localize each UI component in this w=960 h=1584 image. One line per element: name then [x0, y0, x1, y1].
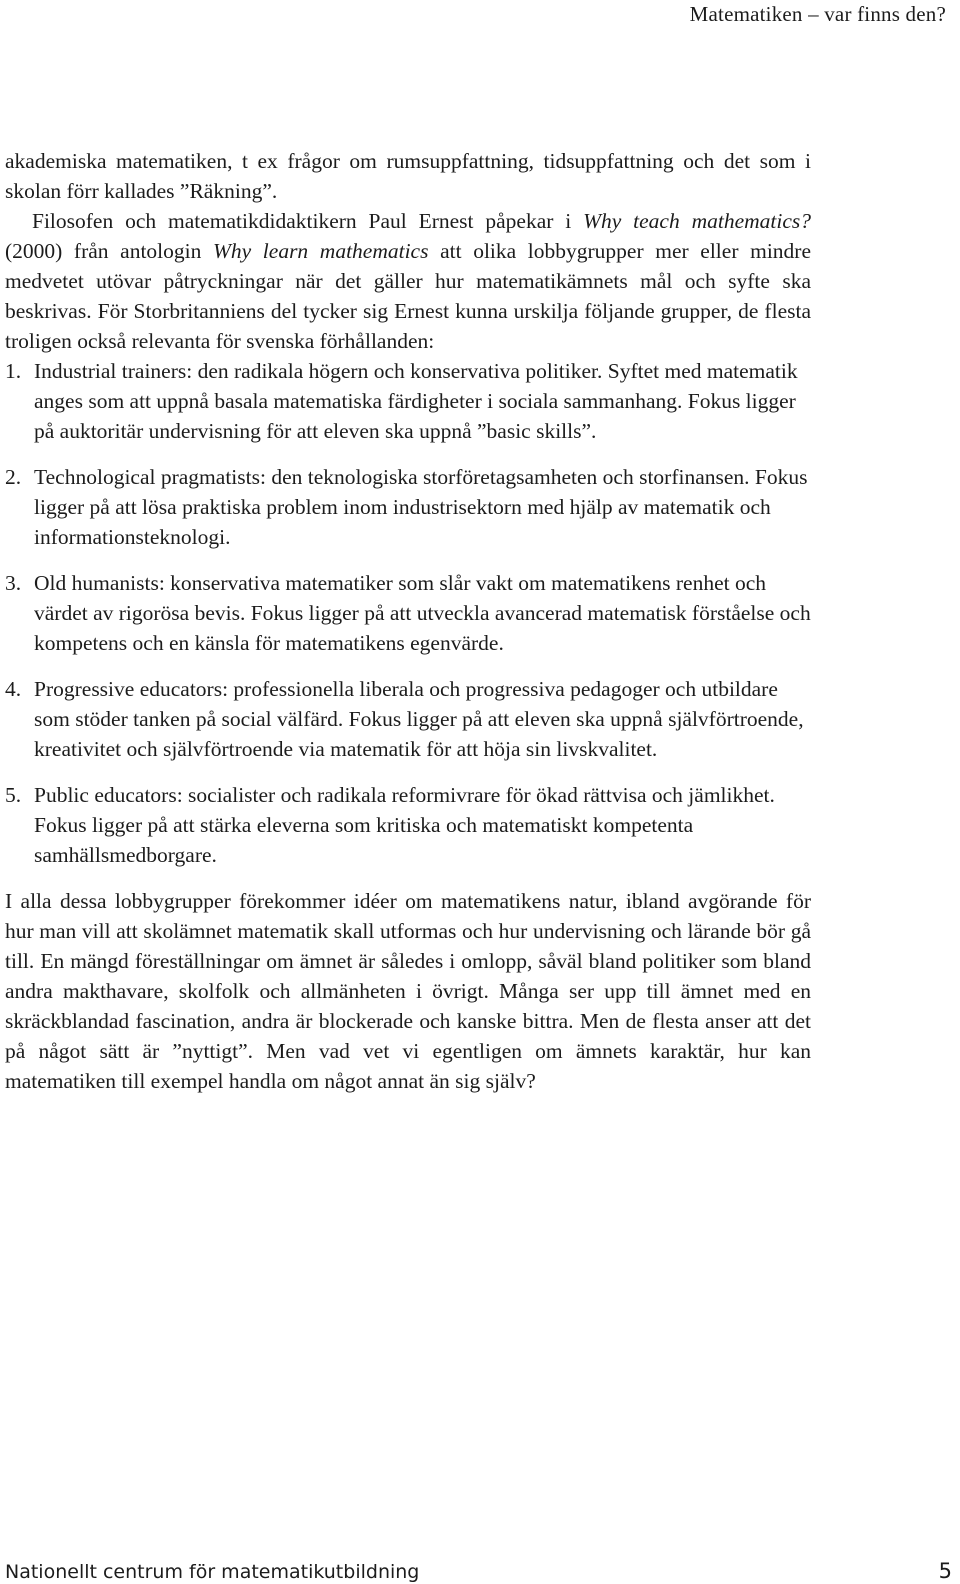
ernest-paragraph	[5, 206, 811, 356]
list-item-text: Old humanists: konservativa matematiker som slår vakt om matematikens renhet och värdet av rigorösa bevis. Fokus ligger på att utveckla avancerad matematisk förståelse och kompetens och en känsla för matematikens egenvärde.	[34, 571, 811, 655]
list-item-number: 4.	[5, 677, 22, 701]
list-item-text: Industrial trainers: den radikala högern och konservativa politiker. Syftet med matematik anges som att uppnå basala matematiska färdigheter i sociala sammanhang. Fokus ligger på auktoritär undervisning för att eleven ska uppnå ”basic skills”.	[34, 359, 798, 443]
list-item-number: 5.	[5, 783, 22, 807]
list-item-text: Technological pragmatists: den teknologiska storföretagsamheten och storfinansen. Fokus ligger på att lösa praktiska problem inom industrisektorn med hjälp av matematik och informationsteknologi.	[34, 465, 808, 549]
page-body	[5, 146, 811, 1096]
ernest-text-post: att olika lobbygrupper mer eller mindre medvetet utövar påtryckningar när det gäller hur matematikämnets mål och syfte ska beskrivas. För Storbritanniens del tycker sig Ernest kunna urskilja följande grupper, de flesta troligen också relevanta för svenska förhållanden:	[5, 239, 811, 353]
lobby-group-list	[5, 356, 811, 870]
book-title-learn: Why learn mathematics	[212, 239, 429, 263]
list-item-number: 3.	[5, 571, 22, 595]
book-title-teach: Why teach mathematics?	[583, 209, 811, 233]
running-header: Matematiken – var finns den?	[689, 2, 946, 26]
closing-paragraph: I alla dessa lobbygrupper förekommer idéer om matematikens natur, ibland avgörande för hur man vill att skolämnet matematik skall utformas och hur undervisning och lärande bör gå till. En mängd föreställningar om ämnet är således i omlopp, såväl bland politiker som bland andra makthavare, skolfolk och allmänheten i övrigt. Många ser upp till ämnet med en skräckblandad fascination, andra är blockerade och kanske bittra. Men de flesta anser att det på något sätt är ”nyttigt”. Men vad vet vi egentligen om ämnets karaktär, hur kan matematiken till exempel handla om något annat än sig själv?	[5, 889, 811, 1093]
list-item	[5, 462, 811, 552]
list-item-text: Progressive educators: professionella liberala och progressiva pedagoger och utbildare som stöder tanken på social välfärd. Fokus ligger på att eleven ska uppnå självförtroende, kreativitet och självförtroende via matematik för att höja sin livskvalitet.	[34, 677, 804, 761]
list-item-number: 2.	[5, 465, 22, 489]
list-item	[5, 674, 811, 764]
list-item-number: 1.	[5, 359, 22, 383]
ernest-text-pre: Filosofen och matematikdidaktikern Paul Ernest påpekar i	[32, 209, 584, 233]
list-item	[5, 780, 811, 870]
footer-publisher: Nationellt centrum för matematikutbildning	[5, 1561, 420, 1583]
list-item	[5, 356, 811, 446]
list-item-text: Public educators: socialister och radikala reformivrare för ökad rättvisa och jämlikhet. Fokus ligger på att stärka eleverna som kritiska och matematiskt kompetenta samhällsmedborgare.	[34, 783, 775, 867]
list-item	[5, 568, 811, 658]
ernest-text-mid: (2000) från antologin	[5, 239, 213, 263]
page-number: 5	[938, 1559, 952, 1583]
intro-paragraph: akademiska matematiken, t ex frågor om rumsuppfattning, tidsuppfattning och det som i skolan förr kallades ”Räkning”.	[5, 149, 811, 203]
